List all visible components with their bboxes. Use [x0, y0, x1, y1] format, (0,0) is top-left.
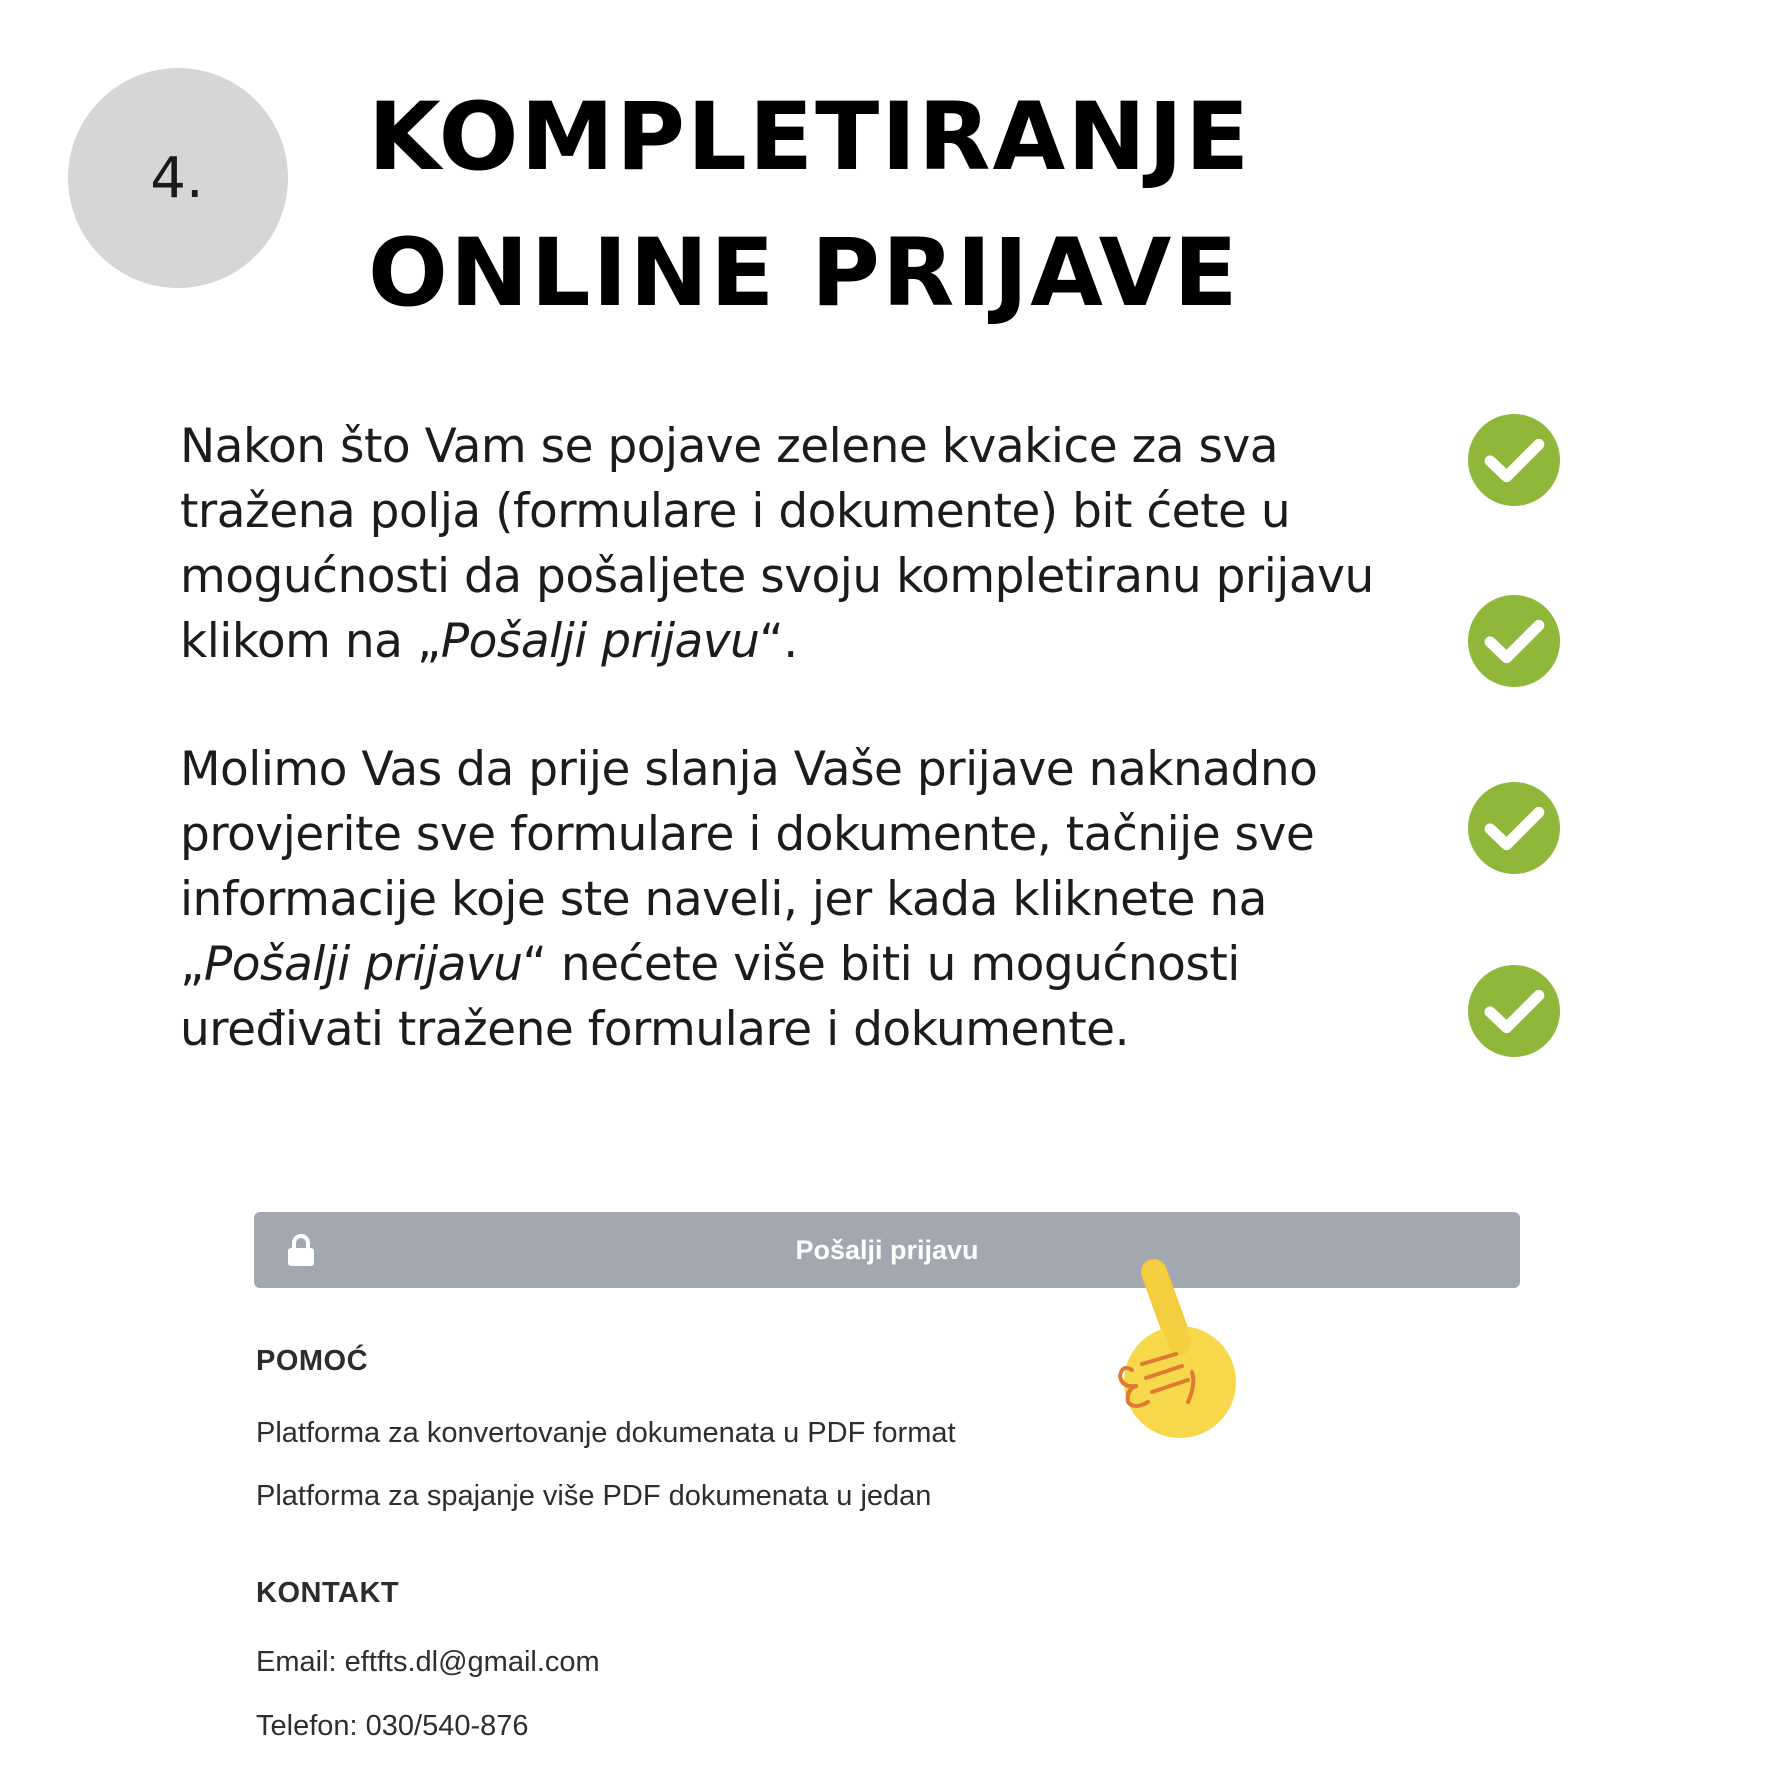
- paragraph-2-text: Molimo Vas da prije slanja Vaše prijave naknadno provjerite sve formulare i dokumente, tačnije sve informacije koje ste naveli, jer kada kliknete na „: [180, 742, 1318, 992]
- paragraph-2-emphasis: Pošalji prijavu: [203, 937, 523, 992]
- paragraph-1-text: Nakon što Vam se pojave zelene kvakice za sva tražena polja (formulare i dokumente) bit ćete u mogućnosti da pošaljete svoju kompletiranu prijavu klikom na „: [180, 419, 1374, 669]
- submit-button-label: Pošalji prijavu: [795, 1234, 979, 1265]
- pdf-merge-link[interactable]: Platforma za spajanje više PDF dokumenata u jedan: [256, 1480, 932, 1512]
- step-number-badge: [68, 68, 288, 288]
- instruction-paragraph-1: [180, 414, 1400, 674]
- check-circle-icon: [1468, 595, 1560, 687]
- check-circle-icon: [1468, 782, 1560, 874]
- paragraph-1-text-end: “.: [759, 614, 798, 669]
- page-title: KOMPLETIRANJE ONLINE PRIJAVE: [368, 83, 1252, 328]
- pdf-convert-link[interactable]: Platforma za konvertovanje dokumenata u PDF format: [256, 1417, 956, 1449]
- check-circle-icon: [1468, 965, 1560, 1057]
- contact-email: Email: eftfts.dl@gmail.com: [256, 1646, 600, 1678]
- step-number: 4.: [150, 145, 204, 211]
- check-circle-icon: [1468, 414, 1560, 506]
- lock-icon: [286, 1234, 316, 1266]
- instruction-paragraph-2: [180, 737, 1400, 1062]
- paragraph-2-text-end: “ nećete više biti u mogućnosti uređivati tražene formulare i dokumente.: [180, 937, 1240, 1057]
- paragraph-1-emphasis: Pošalji prijavu: [440, 614, 760, 669]
- contact-phone: Telefon: 030/540-876: [256, 1710, 529, 1742]
- contact-heading: KONTAKT: [256, 1577, 400, 1609]
- submit-application-button[interactable]: [254, 1212, 1520, 1288]
- pointing-hand-icon: [1092, 1252, 1242, 1442]
- help-heading: POMOĆ: [256, 1345, 369, 1377]
